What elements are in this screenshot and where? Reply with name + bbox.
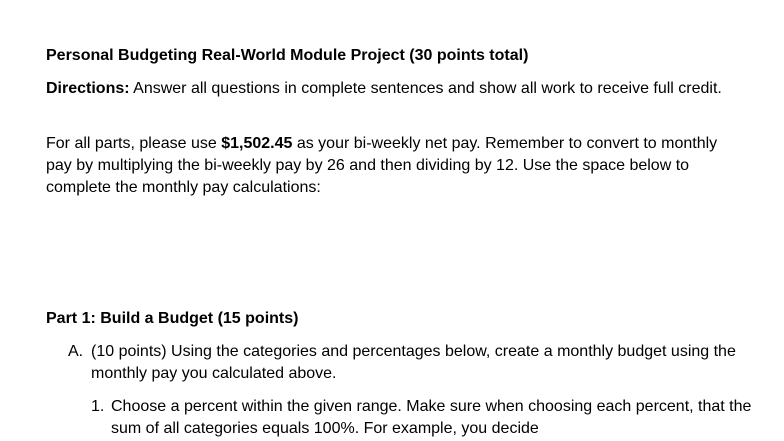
instructions-before: For all parts, please use (46, 135, 222, 152)
directions-paragraph (46, 78, 746, 100)
list-marker-a: A. (68, 343, 84, 360)
instructions-paragraph (46, 133, 746, 199)
directions-text: Answer all questions in complete sentences and show all work to receive full credit. (129, 80, 722, 97)
list-item-a (68, 341, 758, 385)
list-item-a-text: (10 points) Using the categories and percentages below, create a monthly budget using the monthly pay you calculated above. (91, 343, 736, 382)
list-item-1-text: Choose a percent within the given range. Make sure when choosing each percent, that the sum of all categories equals 100%. For example, you decide (111, 398, 752, 437)
instructions-after: as your bi-weekly net pay. Remember to convert to monthly pay by multiplying the bi-weekly pay by 26 and then dividing by 12. Use the space below to complete the monthly pay calculations: (46, 135, 718, 196)
document-title: Personal Budgeting Real-World Module Project (30 points total) (46, 47, 529, 64)
list-item-1 (91, 396, 761, 440)
part1-heading: Part 1: Build a Budget (15 points) (46, 310, 299, 327)
net-pay-amount: $1,502.45 (221, 135, 293, 152)
list-marker-1: 1. (91, 398, 105, 415)
directions-label: Directions: (46, 80, 130, 97)
